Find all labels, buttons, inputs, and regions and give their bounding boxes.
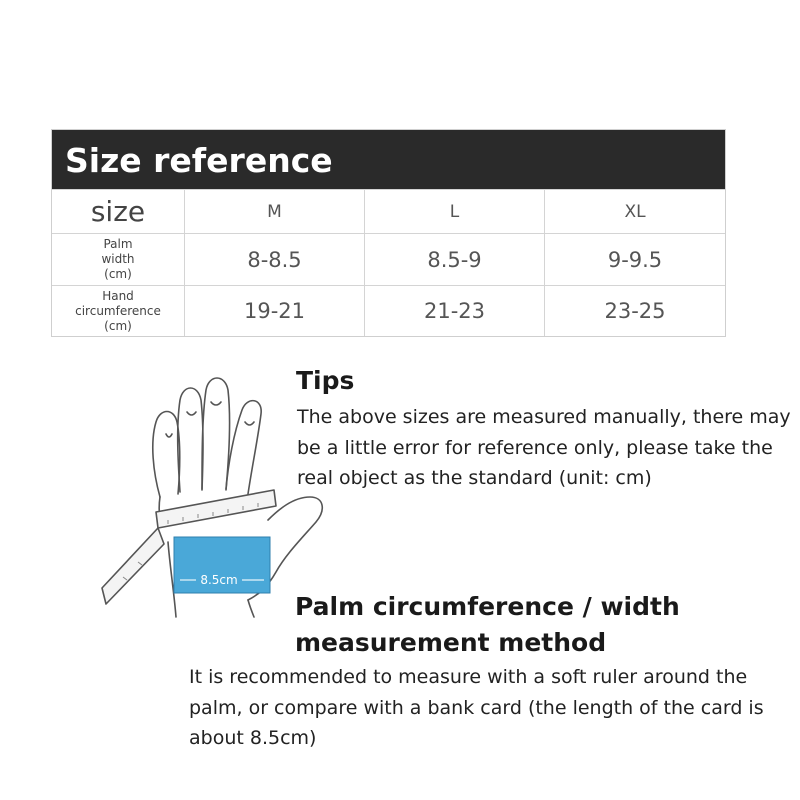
size-header-label: size	[52, 189, 185, 233]
size-column-m: M	[185, 189, 365, 233]
table-title: Size reference	[52, 130, 725, 189]
hand-circumference-xl: 23-25	[545, 285, 725, 336]
row-label-line: Palm	[103, 237, 133, 251]
tips-title: Tips	[296, 366, 355, 395]
size-reference-table	[51, 129, 726, 337]
method-title: Palm circumference / width measurement method	[295, 592, 680, 657]
size-grid	[52, 189, 725, 336]
hand-circumference-l: 21-23	[365, 285, 545, 336]
hand-circumference-m: 19-21	[185, 285, 365, 336]
palm-width-m: 8-8.5	[185, 233, 365, 285]
row-label-line: (cm)	[104, 318, 132, 333]
method-text: It is recommended to measure with a soft ruler around the palm, or compare with a bank card (the length of the card is about 8.5cm)	[189, 666, 764, 749]
size-column-l: L	[365, 189, 545, 233]
row-label-hand-circumference	[52, 285, 185, 336]
palm-width-l: 8.5-9	[365, 233, 545, 285]
card-length-label: 8.5cm	[200, 573, 238, 587]
row-label-palm-width	[52, 233, 185, 285]
row-label-line: circumference	[75, 303, 161, 318]
row-label-line: Hand	[102, 288, 134, 303]
tips-text: The above sizes are measured manually, there may be a little error for reference only, please take the real object as the standard (unit: cm)	[297, 406, 791, 489]
hand-measuring-icon	[98, 372, 328, 622]
row-label-line: width	[101, 252, 135, 266]
palm-width-xl: 9-9.5	[545, 233, 725, 285]
row-label-line: (cm)	[104, 267, 132, 281]
size-column-xl: XL	[545, 189, 725, 233]
